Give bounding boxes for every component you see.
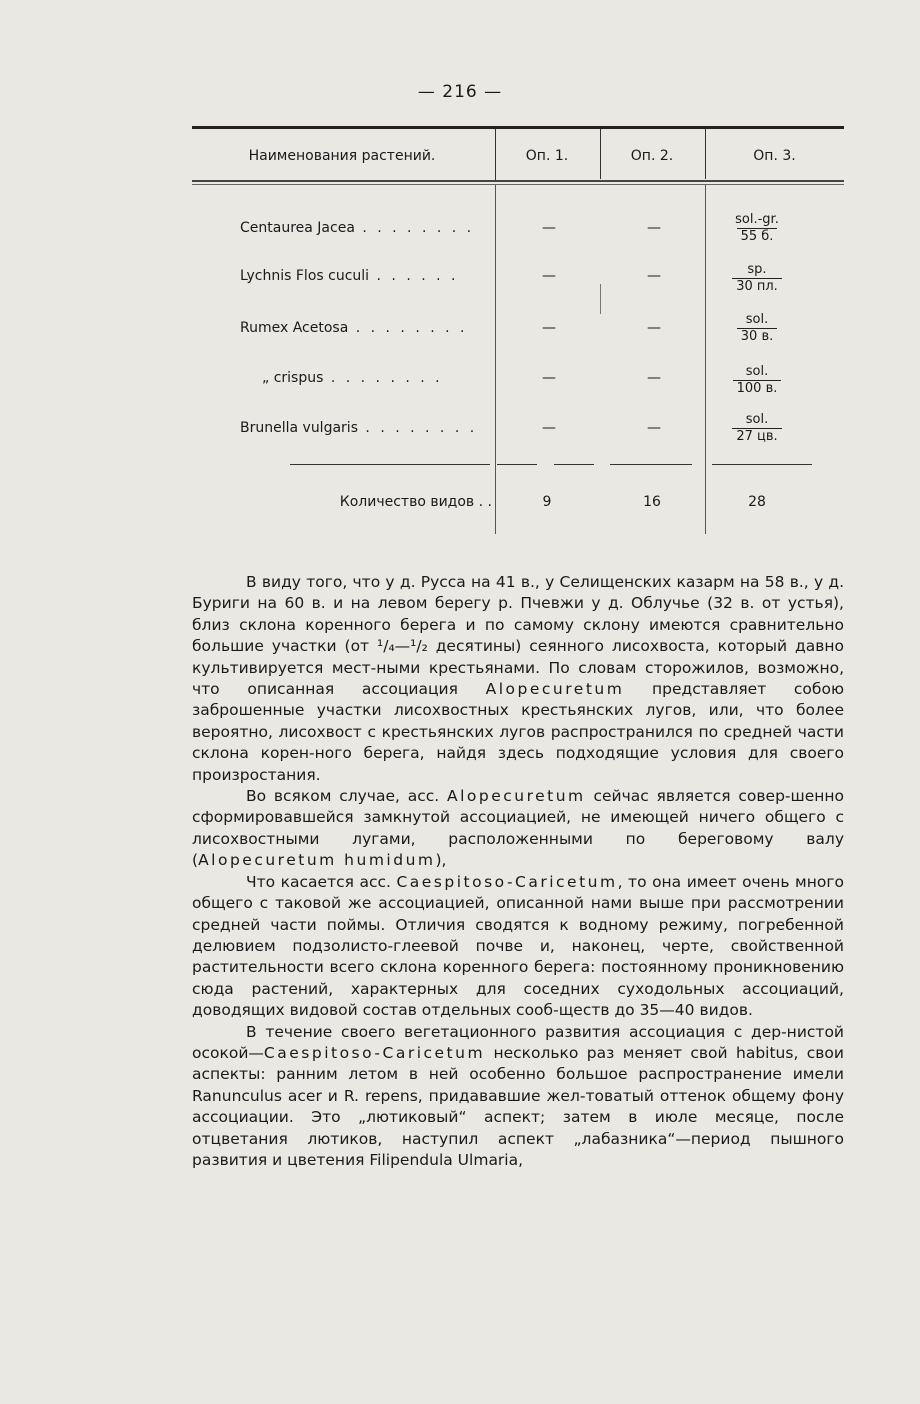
op1-value: — bbox=[542, 370, 556, 386]
op1-value: — bbox=[542, 420, 556, 436]
op3-count: 100 в. bbox=[733, 380, 782, 397]
sum-rule bbox=[290, 464, 490, 465]
table-row: Brunella vulgaris . . . . . . . . bbox=[240, 420, 478, 436]
association-term: Alopecuretum bbox=[485, 680, 625, 699]
column-divider bbox=[495, 129, 496, 182]
paragraph bbox=[192, 572, 844, 786]
page-number: — 216 — bbox=[417, 82, 503, 102]
table-row: Rumex Acetosa . . . . . . . . bbox=[240, 320, 468, 336]
plant-name: „ crispus bbox=[262, 370, 324, 386]
count-op2: 16 bbox=[643, 494, 661, 510]
association-term: Caespitoso-Caricetum bbox=[263, 1043, 486, 1062]
table-row: Lychnis Flos cuculi . . . . . . bbox=[240, 268, 459, 284]
column-divider bbox=[600, 129, 601, 179]
op2-value: — bbox=[647, 320, 661, 336]
header-op1: Оп. 1. bbox=[525, 148, 569, 164]
op3-value bbox=[707, 412, 807, 445]
op3-count: 30 пл. bbox=[732, 278, 782, 295]
text-run: , то она имеет очень много общего с таковой же ассоциацией, описанной нами выше при рассмотрении средней части поймы. Отличия сводятся к водному режиму, погребенной делювием подзолисто-глеевой почве и, наконец, черте, свойственной растительности всего склона коренного берега: постоянному проникновению сюда растений, характерных для соседних суходольных ассоциаций, доводящих видовой состав отдельных сооб-ществ до 35—40 видов. bbox=[192, 872, 844, 1020]
op3-value bbox=[707, 262, 807, 295]
association-term: Alopecuretum humidum bbox=[198, 851, 436, 870]
column-divider bbox=[705, 184, 706, 534]
header-op2: Оп. 2. bbox=[630, 148, 674, 164]
op3-abundance: sp. bbox=[747, 262, 767, 277]
count-op3: 28 bbox=[748, 494, 766, 510]
text-run: ), bbox=[435, 851, 447, 870]
text-run: В течение своего вегетационного развития ассоциация с дер-нистой осокой— bbox=[192, 1022, 844, 1062]
sum-rule bbox=[610, 464, 692, 465]
count-op1: 9 bbox=[542, 494, 552, 510]
plant-name: Brunella vulgaris bbox=[240, 420, 358, 436]
header-op3: Оп. 3. bbox=[753, 148, 796, 164]
op3-count: 27 цв. bbox=[732, 428, 781, 445]
op1-value: — bbox=[542, 268, 556, 284]
op3-abundance: sol.-gr. bbox=[735, 212, 779, 227]
sum-rule bbox=[497, 464, 537, 465]
table-top-rule bbox=[192, 126, 844, 129]
header-rule bbox=[192, 180, 844, 182]
op2-value: — bbox=[647, 220, 661, 236]
op3-value bbox=[707, 312, 807, 345]
column-divider bbox=[495, 184, 496, 534]
op3-abundance: sol. bbox=[745, 364, 769, 379]
association-term: Caespitoso-Caricetum bbox=[396, 872, 618, 891]
table-row: Centaurea Jacea . . . . . . . . bbox=[240, 220, 475, 236]
op3-count: 55 б. bbox=[737, 228, 778, 245]
association-term: Alopecuretum bbox=[446, 787, 586, 806]
sum-rule bbox=[554, 464, 594, 465]
body-text bbox=[192, 572, 844, 1171]
op3-value bbox=[707, 364, 807, 397]
species-table bbox=[192, 124, 844, 544]
paragraph bbox=[192, 786, 844, 872]
text-run: представляет собою заброшенные участки лисохвостных крестьянских лугов, или, что более вероятно, лисохвост с крестьянских лугов распространился по средней части склона корен-ного берега, найдя здесь подходящие условия для своего произростания. bbox=[192, 680, 845, 784]
op2-value: — bbox=[647, 420, 661, 436]
op2-value: — bbox=[647, 370, 661, 386]
op2-value: — bbox=[647, 268, 661, 284]
paragraph bbox=[192, 872, 844, 1022]
text-run: В виду того, что у д. Русса на 41 в., у Селищенских казарм на 58 в., у д. Буриги на 60 в. и на левом берегу р. Пчевжи у д. Облучье (32 в. от устья), близ склона коренного берега и по самому склону имеются сравнительно большие участки (от ¹/₄—¹/₂ десятины) сеянного лисохвоста, который давно культивируется мест-ными крестьянами. По словам сторожилов, возможно, что описанная ассоциация bbox=[192, 573, 844, 699]
op1-value: — bbox=[542, 320, 556, 336]
paragraph bbox=[192, 1022, 844, 1172]
text-run: сейчас является совер-шенно сформировавшейся замкнутой ассоциацией, не имеющей ничего общего с лисохвостными лугами, расположенными по береговому валу ( bbox=[192, 787, 844, 870]
op3-count: 30 в. bbox=[737, 328, 777, 345]
sum-rule bbox=[712, 464, 812, 465]
text-run: Что касается асс. bbox=[246, 872, 397, 891]
column-divider bbox=[705, 129, 706, 179]
plant-name: Rumex Acetosa bbox=[240, 320, 349, 336]
plant-name: Lychnis Flos cuculi bbox=[240, 268, 370, 284]
op3-abundance: sol. bbox=[745, 312, 769, 327]
count-row-label: Количество видов . . bbox=[339, 494, 492, 510]
plant-name: Centaurea Jacea bbox=[240, 220, 355, 236]
header-plant-names: Наименования растений. bbox=[248, 148, 436, 164]
op3-value bbox=[707, 212, 807, 245]
table-row: „ crispus . . . . . . . . bbox=[262, 370, 443, 386]
text-run: Во всяком случае, асс. bbox=[246, 787, 447, 806]
header-rule bbox=[192, 184, 844, 185]
op3-abundance: sol. bbox=[745, 412, 769, 427]
text-run: несколько раз меняет свой habitus, свои аспекты: ранним летом в ней особенно большое распространение имели Ranunculus acer и R. repens, придававшие жел-товатый оттенок общему фону ассоциации. Это „лютиковый“ аспект; затем в июле месяце, после отцветания лютиков, наступил аспект „лабазника“—период пышного развития и цветения Filipendula Ulmaria, bbox=[192, 1043, 844, 1169]
op1-value: — bbox=[542, 220, 556, 236]
column-divider bbox=[600, 284, 601, 314]
count-label: Количество видов bbox=[339, 494, 475, 510]
